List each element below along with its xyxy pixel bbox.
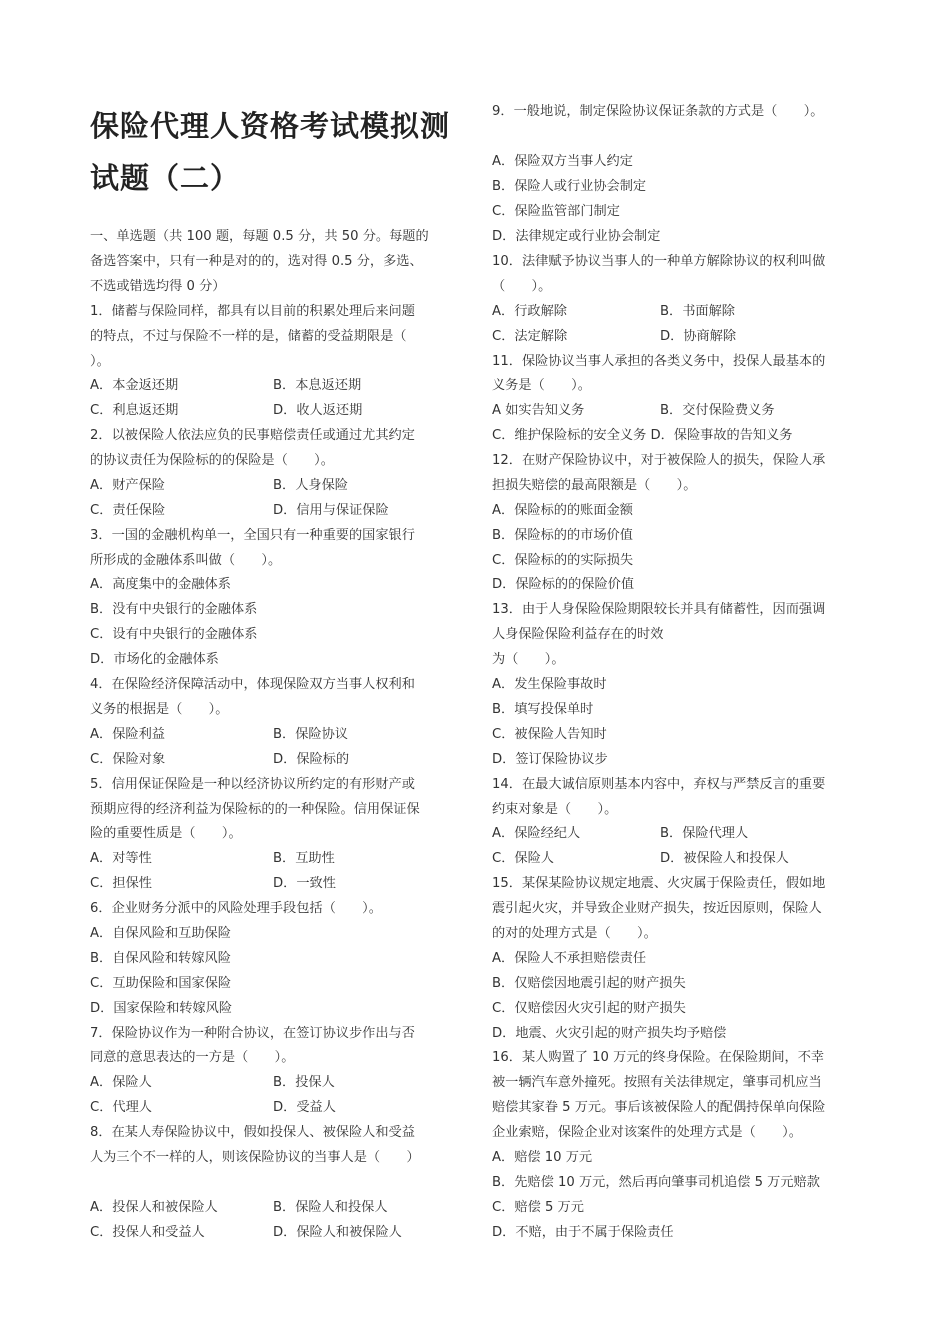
- question-stem: 所形成的金融体系叫做（ ）。: [90, 553, 282, 568]
- question-stem: 的对的处理方式是（ ）。: [492, 926, 657, 941]
- question-stem: 震引起火灾，并导致企业财产损失，按近因原则，保险人: [492, 901, 822, 916]
- option-a: A．投保人和被保险人: [90, 1200, 218, 1215]
- question-stem: 为（ ）。: [492, 652, 565, 667]
- question-stem: 9．一般地说，制定保险协议保证条款的方式是（ ）。: [492, 104, 824, 119]
- option-b: B．书面解除: [660, 304, 735, 319]
- option-c: C．设有中央银行的金融体系: [90, 627, 258, 642]
- question-stem: 企业索赔，保险企业对该案件的处理方式是（ ）。: [492, 1125, 802, 1140]
- option-c: C．仅赔偿因火灾引起的财产损失: [492, 1001, 686, 1016]
- question-stem: 被一辆汽车意外撞死。按照有关法律规定，肇事司机应当: [492, 1075, 822, 1090]
- option-a: A．保险双方当事人约定: [492, 154, 633, 169]
- intro-text: 一、单选题（共 100 题，每题 0.5 分，共 50 分。每题的: [90, 229, 429, 244]
- question-stem: 义务的根据是（ ）。: [90, 702, 229, 717]
- option-c: C．赔偿 5 万元: [492, 1200, 584, 1215]
- question-stem: 人身保险保险利益存在的时效: [492, 627, 664, 642]
- option-c: C．担保性: [90, 876, 152, 891]
- option-d: D．受益人: [273, 1100, 336, 1115]
- option-d: D．签订保险协议步: [492, 752, 608, 767]
- option-d: D．收人返还期: [273, 403, 363, 418]
- question-stem: 8．在某人寿保险协议中，假如投保人、被保险人和受益: [90, 1125, 415, 1140]
- option-a: A．本金返还期: [90, 378, 179, 393]
- question-stem: 险的重要性质是（ ）。: [90, 826, 242, 841]
- option-d: D．保险标的: [273, 752, 350, 767]
- question-stem: 13．由于人身保险保险期限较长并具有储蓄性，因而强调: [492, 602, 826, 617]
- option-d: D．法律规定或行业协会制定: [492, 229, 661, 244]
- option-b: B．没有中央银行的金融体系: [90, 602, 258, 617]
- option-d: D．国家保险和转嫁风险: [90, 1001, 233, 1016]
- option-a: A．财产保险: [90, 478, 165, 493]
- title-line: 保险代理人资格考试模拟测: [90, 109, 451, 143]
- question-stem: 10．法律赋予协议当事人的一种单方解除协议的权利叫做: [492, 254, 826, 269]
- option-d: D．地震、火灾引起的财产损失均予赔偿: [492, 1026, 727, 1041]
- option-b: B．互助性: [273, 851, 335, 866]
- option-c: C．被保险人告知时: [492, 727, 607, 742]
- intro-text: 不选或错选均得 0 分）: [90, 279, 226, 294]
- option-a: A．保险人不承担赔偿责任: [492, 951, 647, 966]
- question-stem: 11．保险协议当事人承担的各类义务中，投保人最基本的: [492, 354, 826, 369]
- option-c: C．互助保险和国家保险: [90, 976, 232, 991]
- question-stem: 约束对象是（ ）。: [492, 802, 618, 817]
- question-stem: 1．储蓄与保险同样，都具有以目前的积累处理后来问题: [90, 304, 415, 319]
- intro-text: 备选答案中，只有一种是对的的，选对得 0.5 分，多选、: [90, 254, 423, 269]
- question-stem: 义务是（ ）。: [492, 378, 591, 393]
- option-a: A．赔偿 10 万元: [492, 1150, 593, 1165]
- option-c: C．代理人: [90, 1100, 152, 1115]
- option-a: A．自保风险和互助保险: [90, 926, 231, 941]
- option-b: B．保险人或行业协会制定: [492, 179, 647, 194]
- question-stem: 7．保险协议作为一种附合协议，在签订协议步作出与否: [90, 1026, 415, 1041]
- option-c: C．利息返还期: [90, 403, 179, 418]
- option-b: B．保险人和投保人: [273, 1200, 388, 1215]
- question-stem: 12．在财产保险协议中，对于被保险人的损失，保险人承: [492, 453, 826, 468]
- option-d: D．被保险人和投保人: [660, 851, 789, 866]
- question-stem: 3．一国的金融机构单一，全国只有一种重要的国家银行: [90, 528, 415, 543]
- option-a: A 如实告知义务: [492, 403, 585, 418]
- question-stem: 14．在最大诚信原则基本内容中，弃权与严禁反言的重要: [492, 777, 826, 792]
- option-a: A．保险人: [90, 1075, 152, 1090]
- option-a: A．对等性: [90, 851, 152, 866]
- option-d: D．保险人和被保险人: [273, 1225, 402, 1240]
- option-c: C．保险人: [492, 851, 554, 866]
- question-stem: 16．某人购置了 10 万元的终身保险。在保险期间，不幸: [492, 1050, 825, 1065]
- option-a: A．保险标的的账面金额: [492, 503, 633, 518]
- option-b: B．先赔偿 10 万元，然后再向肇事司机追偿 5 万元赔款: [492, 1175, 820, 1190]
- option-a: A．高度集中的金融体系: [90, 577, 231, 592]
- option-c: C．法定解除: [492, 329, 568, 344]
- option-b: B．本息返还期: [273, 378, 362, 393]
- option-d: D．不赔，由于不属于保险责任: [492, 1225, 674, 1240]
- option-d: D．信用与保证保险: [273, 503, 389, 518]
- option-b: B．填写投保单时: [492, 702, 594, 717]
- option-a: A．保险经纪人: [492, 826, 581, 841]
- option-c: C．投保人和受益人: [90, 1225, 205, 1240]
- question-stem: （ ）。: [492, 279, 552, 294]
- option-c: C．保险对象: [90, 752, 166, 767]
- question-stem: 同意的意思表达的一方是（ ）。: [90, 1050, 295, 1065]
- option-b: B．保险标的的市场价值: [492, 528, 633, 543]
- option-a: A．保险利益: [90, 727, 165, 742]
- question-stem: 5．信用保证保险是一种以经济协议所约定的有形财产或: [90, 777, 415, 792]
- question-stem: 预期应得的经济利益为保险标的的一种保险。信用保证保: [90, 802, 420, 817]
- option-a: A．行政解除: [492, 304, 567, 319]
- option-b: B．保险协议: [273, 727, 348, 742]
- document-title: [90, 100, 470, 204]
- question-stem: 15．某保某险协议规定地震、火灾属于保险责任，假如地: [492, 876, 826, 891]
- option-cd: C．维护保险标的安全义务 D．保险事故的告知义务: [492, 428, 793, 443]
- option-b: B．自保风险和转嫁风险: [90, 951, 231, 966]
- option-d: D．保险标的的保险价值: [492, 577, 635, 592]
- option-b: B．保险代理人: [660, 826, 749, 841]
- option-c: C．保险监管部门制定: [492, 204, 620, 219]
- question-stem: ）。: [90, 354, 110, 369]
- option-d: D．市场化的金融体系: [90, 652, 219, 667]
- option-d: D．协商解除: [660, 329, 737, 344]
- option-d: D．一致性: [273, 876, 336, 891]
- question-stem: 人为三个不一样的人，则该保险协议的当事人是（ ）: [90, 1150, 420, 1165]
- option-c: C．保险标的的实际损失: [492, 553, 634, 568]
- option-b: B．人身保险: [273, 478, 348, 493]
- question-stem: 2．以被保险人依法应负的民事赔偿责任或通过尤其约定: [90, 428, 415, 443]
- question-stem: 的特点，不过与保险不一样的是，储蓄的受益期限是（: [90, 329, 407, 344]
- option-b: B．仅赔偿因地震引起的财产损失: [492, 976, 686, 991]
- question-stem: 赔偿其家眷 5 万元。事后该被保险人的配偶持保单向保险: [492, 1100, 826, 1115]
- option-b: B．投保人: [273, 1075, 335, 1090]
- option-c: C．责任保险: [90, 503, 166, 518]
- question-stem: 6．企业财务分派中的风险处理手段包括（ ）。: [90, 901, 382, 916]
- option-b: B．交付保险费义务: [660, 403, 775, 418]
- option-a: A．发生保险事故时: [492, 677, 607, 692]
- question-stem: 4．在保险经济保障活动中，体现保险双方当事人权利和: [90, 677, 415, 692]
- question-stem: 担损失赔偿的最高限额是（ ）。: [492, 478, 697, 493]
- title-line: 试题（二）: [90, 161, 241, 195]
- question-stem: 的协议责任为保险标的的保险是（ ）。: [90, 453, 334, 468]
